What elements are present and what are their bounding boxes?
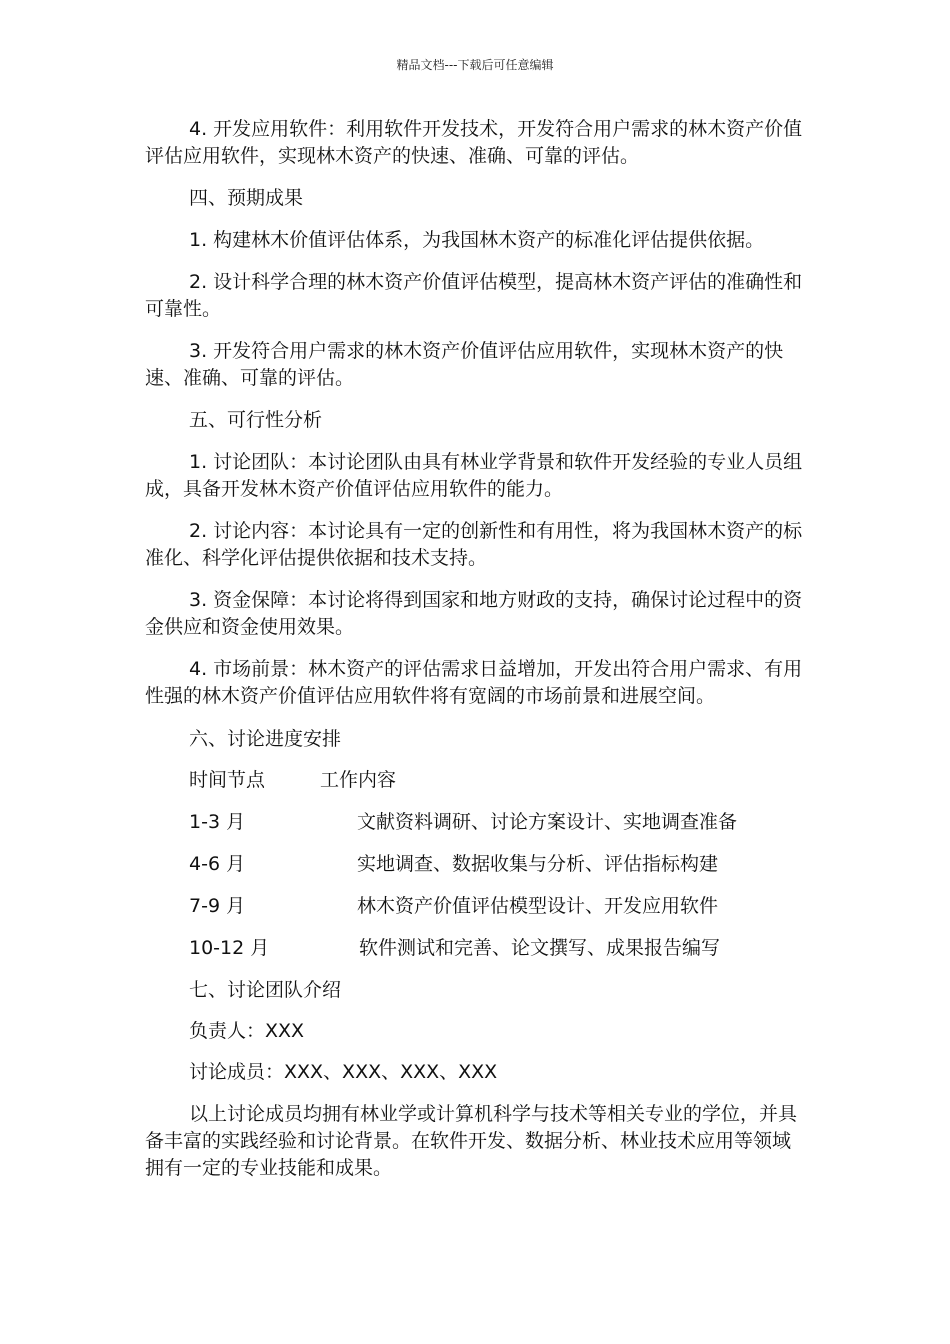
- schedule-header-time: 时间节点: [189, 769, 266, 791]
- feasibility-item-1: 1. 讨论团队：本讨论团队由具有林业学背景和软件开发经验的专业人员组成，具备开发林木资产价值评估应用软件的能力。: [145, 451, 803, 500]
- schedule-content: 实地调查、数据收集与分析、评估指标构建: [357, 853, 719, 875]
- section-heading-schedule: 六、讨论进度安排: [189, 728, 342, 750]
- section-heading-expected-results: 四、预期成果: [189, 187, 304, 209]
- schedule-content: 林木资产价值评估模型设计、开发应用软件: [357, 895, 719, 917]
- team-closing-paragraph: 以上讨论成员均拥有林业学或计算机科学与技术等相关专业的学位，并具备丰富的实践经验和讨论背景。在软件开发、数据分析、林业技术应用等领域拥有一定的专业技能和成果。: [145, 1103, 798, 1179]
- section-heading-feasibility: 五、可行性分析: [189, 409, 323, 431]
- team-leader: 负责人：XXX: [189, 1020, 305, 1042]
- paragraph-develop-software: 4. 开发应用软件：利用软件开发技术，开发符合用户需求的林木资产价值评估应用软件，实现林木资产的快速、准确、可靠的评估。: [145, 118, 803, 167]
- schedule-row: [0, 809, 950, 836]
- section-heading-team: 七、讨论团队介绍: [189, 979, 342, 1001]
- schedule-row: [0, 851, 950, 878]
- result-item-1: 1. 构建林木价值评估体系，为我国林木资产的标准化评估提供依据。: [189, 229, 765, 251]
- schedule-time: 4-6 月: [189, 853, 246, 875]
- schedule-row: [0, 935, 950, 962]
- team-members: 讨论成员：XXX、XXX、XXX、XXX: [189, 1061, 498, 1083]
- result-item-2: 2. 设计科学合理的林木资产价值评估模型，提高林木资产评估的准确性和可靠性。: [145, 271, 803, 320]
- schedule-time: 1-3 月: [189, 811, 246, 833]
- schedule-content: 软件测试和完善、论文撰写、成果报告编写: [359, 937, 721, 959]
- schedule-row: [0, 893, 950, 920]
- schedule-header-content: 工作内容: [320, 769, 397, 791]
- feasibility-item-3: 3. 资金保障：本讨论将得到国家和地方财政的支持，确保讨论过程中的资金供应和资金使用效果。: [145, 589, 803, 638]
- schedule-time: 10-12 月: [189, 937, 270, 959]
- page-header: 精品文档---下载后可任意编辑: [396, 58, 554, 72]
- schedule-header-row: [0, 767, 950, 794]
- feasibility-item-4: 4. 市场前景：林木资产的评估需求日益增加，开发出符合用户需求、有用性强的林木资产价值评估应用软件将有宽阔的市场前景和进展空间。: [145, 658, 803, 707]
- schedule-time: 7-9 月: [189, 895, 246, 917]
- result-item-3: 3. 开发符合用户需求的林木资产价值评估应用软件，实现林木资产的快速、准确、可靠的评估。: [145, 340, 784, 389]
- schedule-content: 文献资料调研、讨论方案设计、实地调查准备: [357, 811, 738, 833]
- feasibility-item-2: 2. 讨论内容：本讨论具有一定的创新性和有用性，将为我国林木资产的标准化、科学化评估提供依据和技术支持。: [145, 520, 803, 569]
